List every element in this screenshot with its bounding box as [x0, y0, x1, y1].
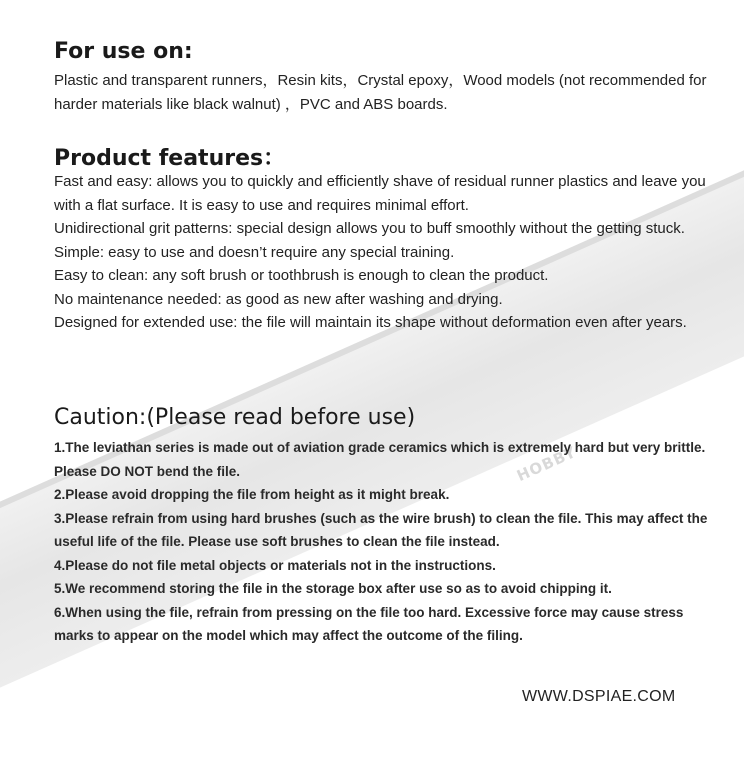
feature-item: No maintenance needed: as good as new after washing and drying. — [54, 290, 503, 308]
feature-item: Designed for extended use: the file will maintain its shape without deformation even after years. — [54, 314, 687, 331]
product-features-heading: Product features： — [54, 146, 286, 171]
caution-item: 4.Please do not file metal objects or materials not in the instructions. — [54, 557, 496, 573]
for-use-on-heading: For use on: — [54, 39, 193, 64]
caution-item: 3.Please refrain from using hard brushes (such as the wire brush) to clean the file. This may affect the useful life of the file. Please use soft brushes to clean the file instead. — [54, 510, 708, 549]
website-url: WWW.DSPIAE.COM — [522, 688, 676, 705]
caution-item: 6.When using the file, refrain from pressing on the file too hard. Excessive force may cause stress marks to appear on the model which may affect the outcome of the filing. — [54, 604, 684, 643]
caution-item: 2.Please avoid dropping the file from height as it might break. — [54, 487, 450, 502]
feature-item: Fast and easy: allows you to quickly and efficiently shave of residual runner plastics and leave you with a flat surface. It is easy to use and requires minimal effort. — [54, 173, 706, 214]
caution-heading: Caution:(Please read before use) — [54, 405, 416, 430]
for-use-on-text: Plastic and transparent runners，Resin kits，Crystal epoxy，Wood models (not recommended for harder materials like black walnut) ，PVC and ABS boards. — [54, 72, 707, 113]
caution-item: 5.We recommend storing the file in the storage box after use so as to avoid chipping it. — [54, 581, 612, 596]
feature-item: Simple: easy to use and doesn’t require any special training. — [54, 243, 455, 261]
caution-list — [54, 436, 714, 648]
caution-item: 1.The leviathan series is made out of aviation grade ceramics which is extremely hard but very brittle. Please DO NOT bend the file. — [54, 440, 706, 479]
feature-item: Easy to clean: any soft brush or toothbrush is enough to clean the product. — [54, 267, 549, 284]
feature-item: Unidirectional grit patterns: special design allows you to buff smoothly without the getting stuck. — [54, 220, 685, 237]
product-features-list — [54, 170, 714, 335]
background-brand-logo: HOBBY — [514, 442, 580, 486]
